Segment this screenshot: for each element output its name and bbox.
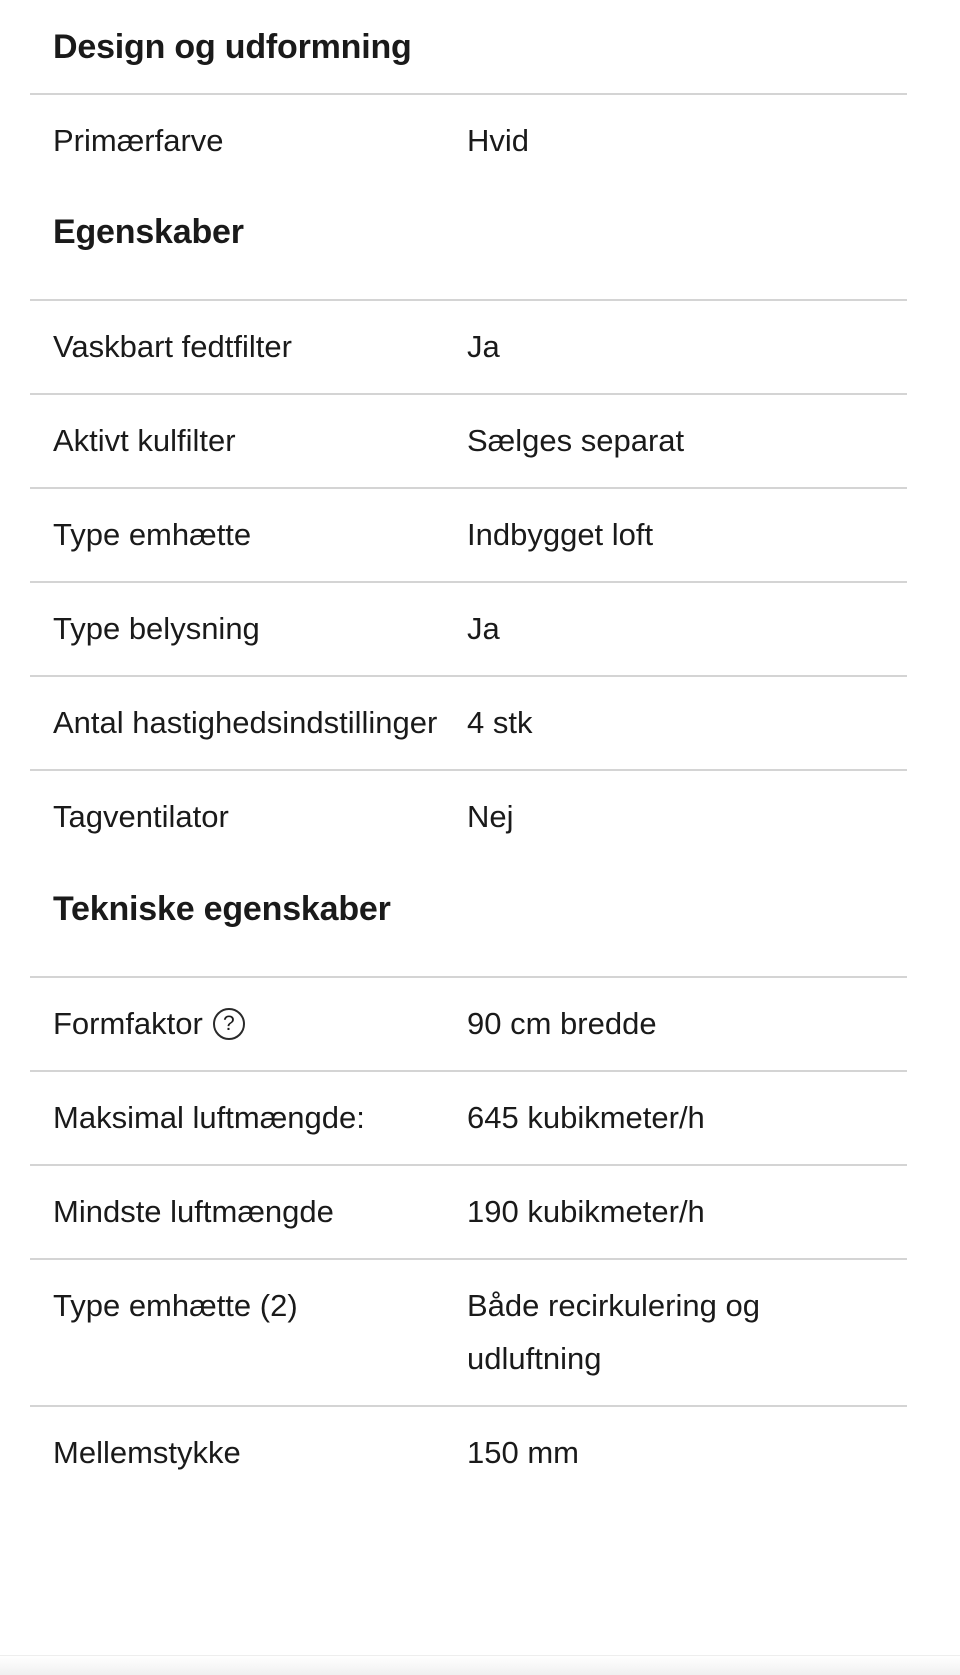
bottom-edge bbox=[0, 1655, 960, 1675]
spec-value: 4 stk bbox=[467, 705, 533, 740]
spec-label-wrap bbox=[30, 997, 467, 1050]
spec-row-spacer bbox=[30, 1405, 907, 1499]
spec-row-max-airflow bbox=[30, 1070, 907, 1164]
spec-row-speed-settings bbox=[30, 675, 907, 769]
spec-table bbox=[30, 93, 907, 205]
section-technical bbox=[0, 882, 960, 1499]
spec-label: Maksimal luftmængde: bbox=[53, 1100, 365, 1135]
spec-row-grease-filter bbox=[30, 301, 907, 393]
spec-value: Indbygget loft bbox=[467, 517, 654, 552]
section-title: Tekniske egenskaber bbox=[53, 890, 391, 928]
spec-label: Mindste luftmængde bbox=[53, 1194, 334, 1229]
spec-value: Ja bbox=[467, 329, 500, 364]
spec-value: 90 cm bredde bbox=[467, 1006, 657, 1041]
section-features bbox=[0, 205, 960, 882]
spec-label: Vaskbart fedtfilter bbox=[53, 329, 292, 364]
spec-row-primary-color bbox=[30, 95, 907, 205]
spec-value: Hvid bbox=[467, 123, 530, 158]
spec-row-lighting-type bbox=[30, 581, 907, 675]
spec-label: Primærfarve bbox=[53, 123, 224, 158]
spec-table bbox=[30, 976, 907, 1499]
spec-value: Sælges separat bbox=[467, 423, 685, 458]
section-title: Design og udformning bbox=[53, 28, 412, 66]
spec-value: 190 kubikmeter/h bbox=[467, 1194, 705, 1229]
spec-label: Formfaktor bbox=[53, 1006, 203, 1041]
spec-row-roof-fan bbox=[30, 769, 907, 882]
spec-label: Tagventilator bbox=[53, 799, 229, 834]
question-circle-icon[interactable]: ? bbox=[213, 1008, 245, 1040]
spec-label: Type emhætte (2) bbox=[53, 1288, 298, 1323]
spec-label: Aktivt kulfilter bbox=[53, 423, 236, 458]
spec-value: 150 mm bbox=[467, 1435, 579, 1470]
spec-table bbox=[30, 299, 907, 882]
spec-label: Type belysning bbox=[53, 611, 260, 646]
spec-value: Både recirkulering og udluftning bbox=[467, 1288, 760, 1376]
spec-row-carbon-filter bbox=[30, 393, 907, 487]
spec-value: 645 kubikmeter/h bbox=[467, 1100, 705, 1135]
spec-row-hood-type bbox=[30, 487, 907, 581]
spec-label: Antal hastighedsindstillinger bbox=[53, 705, 438, 740]
spec-row-form-factor bbox=[30, 978, 907, 1070]
spec-value: Nej bbox=[467, 799, 514, 834]
section-title: Egenskaber bbox=[53, 213, 244, 251]
section-design bbox=[0, 0, 960, 205]
spec-label: Type emhætte bbox=[53, 517, 252, 552]
spec-value: Ja bbox=[467, 611, 500, 646]
spec-row-min-airflow bbox=[30, 1164, 907, 1258]
spec-label: Mellemstykke bbox=[53, 1435, 241, 1470]
spec-row-hood-type-2 bbox=[30, 1258, 907, 1405]
